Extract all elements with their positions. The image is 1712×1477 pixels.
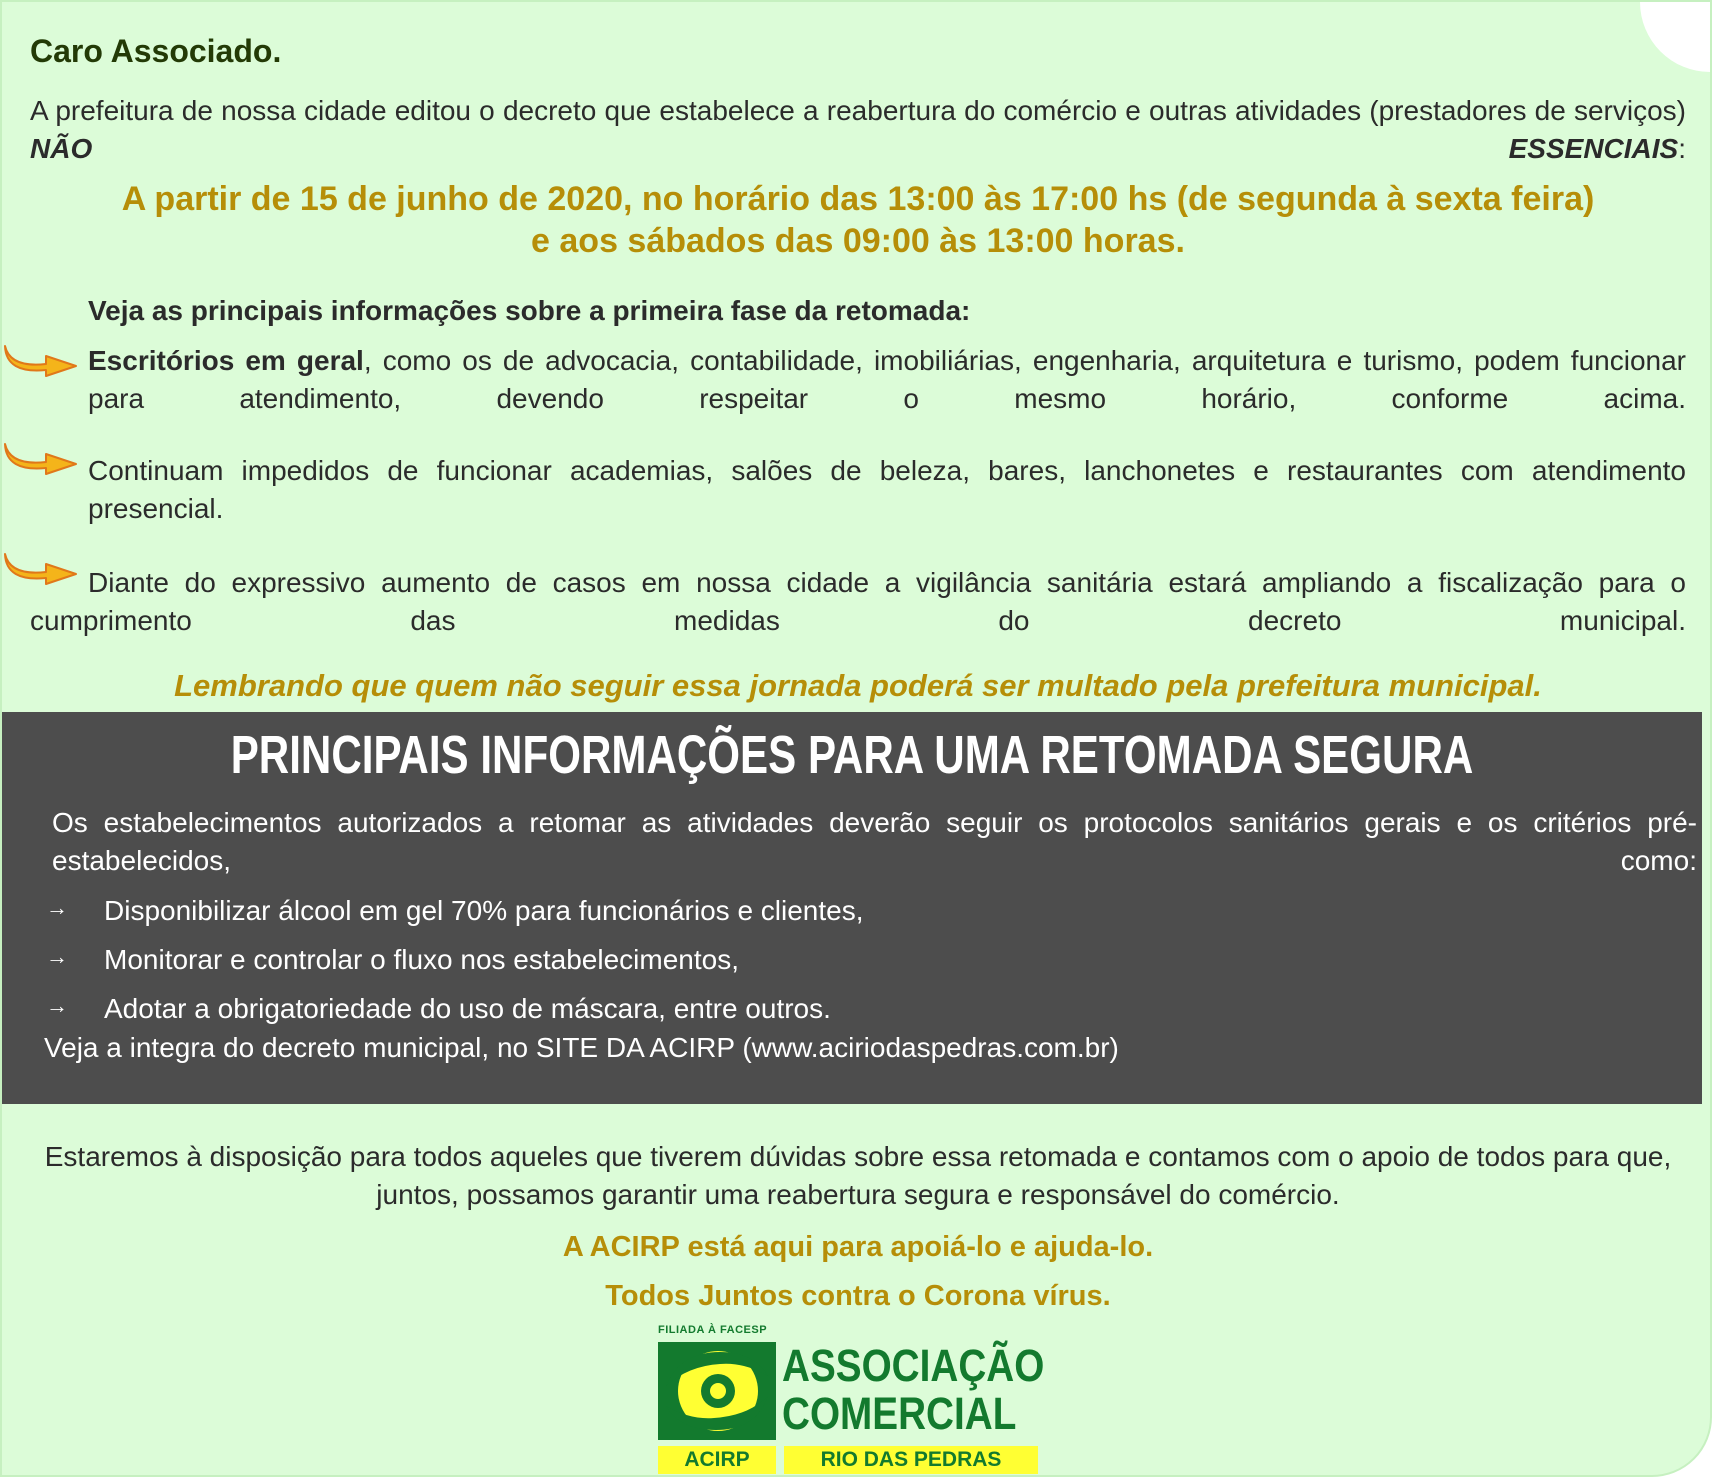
curved-arrow-icon — [2, 340, 84, 380]
date-notice — [30, 178, 1686, 262]
slogan-line: Todos Juntos contra o Corona vírus. — [605, 1280, 1111, 1312]
logo-name — [782, 1342, 1044, 1438]
protocols-title: PRINCIPAIS INFORMAÇÕES PARA UMA RETOMADA SEGURA — [230, 725, 1474, 785]
curved-arrow-icon — [2, 438, 84, 478]
right-arrow-icon: → — [46, 993, 68, 1018]
intro-emphasis: NÃO ESSENCIAIS — [30, 133, 1679, 164]
protocol-item: Monitorar e controlar o fluxo nos estabelecimentos, — [104, 944, 739, 975]
acirp-logo — [656, 1324, 1045, 1474]
info-item-impedidos: Continuam impedidos de funcionar academias, salões de beleza, bares, lanchonetes e restaurantes com atendimento presencial. — [88, 455, 1686, 524]
date-line-2: e aos sábados das 09:00 às 13:00 horas. — [531, 222, 1185, 260]
right-arrow-icon: → — [46, 895, 68, 920]
protocol-item: Disponibilizar álcool em gel 70% para funcionários e clientes, — [104, 895, 864, 926]
intro-paragraph — [30, 92, 1686, 168]
logo-line-2: COMERCIAL — [782, 1388, 1017, 1439]
page-heading: Caro Associado. — [30, 33, 282, 69]
protocols-intro: Os estabelecimentos autorizados a retomar as atividades deverão seguir os protocolos sanitários gerais e os critérios pré-estabelecidos, como: — [52, 807, 1697, 876]
intro-text: A prefeitura de nossa cidade editou o decreto que estabelece a reabertura do comércio e outras atividades (prestadores de serviços) — [30, 95, 1686, 126]
intro-end: : — [1678, 133, 1686, 164]
info-item-escritorios — [88, 342, 1686, 418]
logo-emblem-icon — [658, 1342, 776, 1440]
warning-text: Lembrando que quem não seguir essa jornada poderá ser multado pela prefeitura municipal. — [174, 668, 1542, 703]
closing-paragraph: Estaremos à disposição para todos aqueles que tiverem dúvidas sobre essa retomada e contamos com o apoio de todos para que, juntos, possamos garantir uma reabertura segura e responsável do comércio. — [44, 1141, 1672, 1210]
info-item-text: , como os de advocacia, contabilidade, imobiliárias, engenharia, arquitetura e turismo, podem funcionar para atendimento, devendo respeitar o mesmo horário, conforme acima. — [88, 345, 1686, 414]
protocol-item: Adotar a obrigatoriedade do uso de máscara, entre outros. — [104, 993, 831, 1024]
logo-tag-acirp: ACIRP — [658, 1446, 776, 1474]
date-line-1: A partir de 15 de junho de 2020, no horário das 13:00 às 17:00 hs (de segunda à sexta feira) — [121, 180, 1595, 218]
logo-line-1: ASSOCIAÇÃO — [782, 1340, 1045, 1391]
logo-filiada: FILIADA À FACESP — [658, 1324, 768, 1336]
site-reference: Veja a integra do decreto municipal, no SITE DA ACIRP (www.aciriodaspedras.com.br) — [44, 1032, 1119, 1063]
logo-tag-city: RIO DAS PEDRAS — [784, 1446, 1038, 1474]
info-item-bold: Escritórios em geral — [88, 345, 364, 376]
info-item-fiscalizacao: Diante do expressivo aumento de casos em nossa cidade a vigilância sanitária estará ampliando a fiscalização para o cumprimento das medidas do decreto municipal. — [30, 567, 1686, 636]
support-line: A ACIRP está aqui para apoiá-lo e ajuda-lo. — [562, 1231, 1154, 1263]
protocols-panel — [2, 712, 1702, 1104]
section-title: Veja as principais informações sobre a primeira fase da retomada: — [88, 295, 971, 326]
right-arrow-icon: → — [46, 944, 68, 969]
